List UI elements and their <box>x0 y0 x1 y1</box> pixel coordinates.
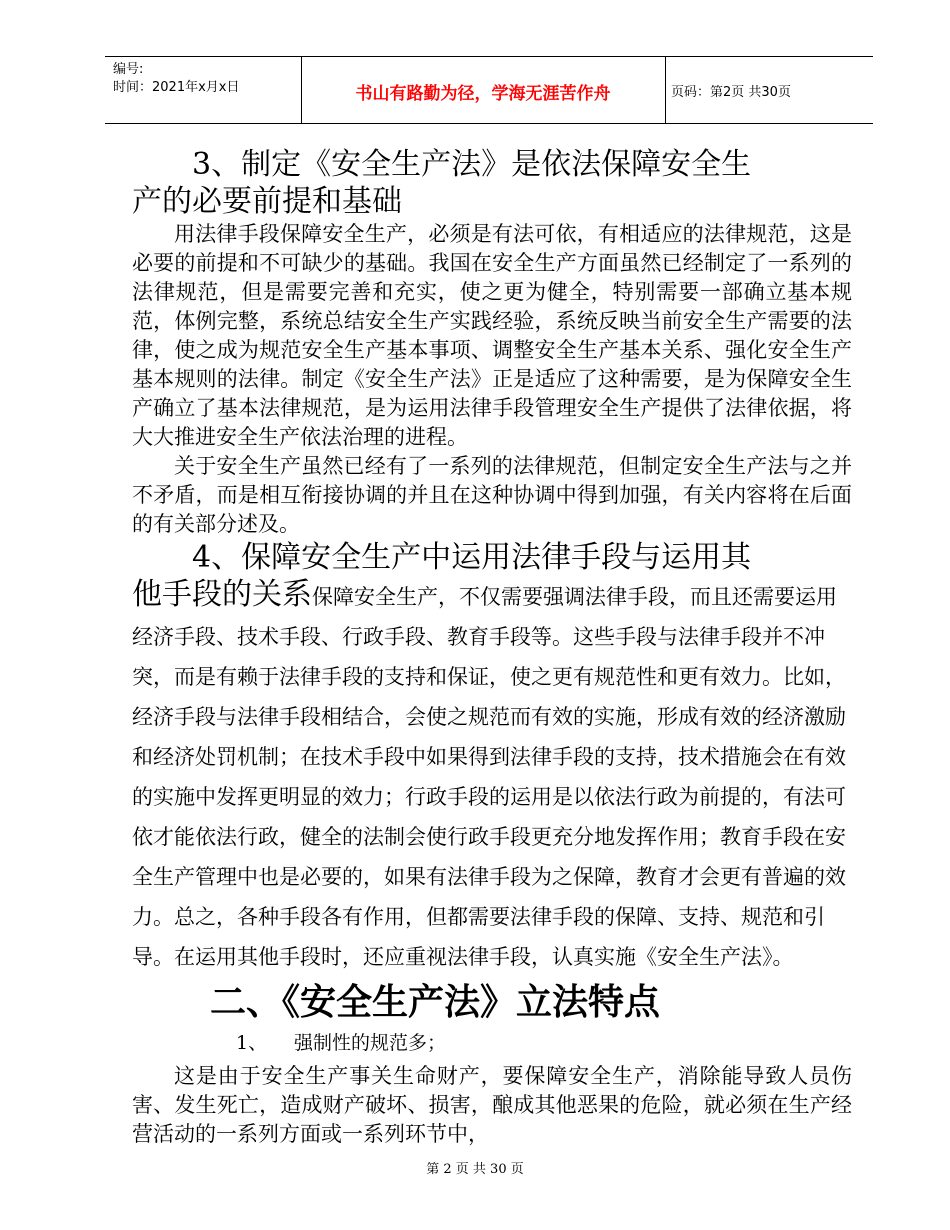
header-meta <box>113 61 239 97</box>
section3-paragraph-1: 用法律手段保障安全生产，必须是有法可依，有相适应的法律规范，这是必要的前提和不可缺少的基础。我国在安全生产方面虽然已经制定了一系列的法律规范，但是需要完善和充实，使之更为健全，特别需要一部确立基本规范，体例完整，系统总结安全生产实践经验，系统反映当前安全生产需要的法律，使之成为规范安全生产基本事项、调整安全生产基本关系、强化安全生产基本规则的法律。制定《安全生产法》正是适应了这种需要，是为保障安全生产确立了基本法律规范，是为运用法律手段管理安全生产提供了法律依据，将大大推进安全生产依法治理的进程。 <box>132 222 852 449</box>
time-label: 时间：2021年x月x日 <box>113 80 240 95</box>
serial-label: 编号: <box>113 62 144 77</box>
section4-heading: 4、保障安全生产中运用法律手段与运用其 他手段的关系保障安全生产，不仅需要强调法律手段，而且还需要运用经济手段、技术手段、行政手段、教育手段等。这些手段与法律手段并不冲突，而是有赖于法律手段的支持和保证，使之更有规范性和更有效力。比如，经济手段与法律手段相结合，会使之规范而有效的实施，形成有效的经济激励和经济处罚机制；在技术手段中如果得到法律手段的支持，技术措施会在有效的实施中发挥更明显的效力；行政手段的运用是以依法行政为前提的，有法可依才能依法行政，健全的法制会使行政手段更充分地发挥作用；教育手段在安全生产管理中也是必要的，如果有法律手段为之保障，教育才会更有普遍的效力。总之，各种手段各有作用，但都需要法律手段的保障、支持、规范和引导。在运用其他手段时，还应重视法律手段，认真实施《安全生产法》。 <box>132 540 846 969</box>
document-body <box>132 146 852 1149</box>
part2-paragraph: 这是由于安全生产事关生命财产，要保障安全生产，消除能导致人员伤害、发生死亡，造成财产破坏、损害，酿成其他恶果的危险，就必须在生产经营活动的一系列方面或一系列环节中， <box>132 1064 852 1146</box>
section3-heading: 3、制定《安全生产法》是依法保障安全生 产的必要前提和基础 <box>132 147 752 219</box>
page-footer: 第 2 页 共 30 页 <box>426 1162 524 1177</box>
header-divider <box>665 57 666 123</box>
section3-paragraph-2: 关于安全生产虽然已经有了一系列的法律规范，但制定安全生产法与之并不矛盾，而是相互衔接协调的并且在这种协调中得到加强，有关内容将在后面的有关部分述及。 <box>132 454 852 536</box>
page-header <box>105 56 873 124</box>
part2-heading: 二、《安全生产法》立法特点 <box>210 981 661 1023</box>
item-text: 强制性的规范多； <box>294 1032 447 1054</box>
header-motto: 书山有路勤为径，学海无涯苦作舟 <box>355 84 611 104</box>
header-page-info: 页码：第2页 共30页 <box>671 85 791 100</box>
item-number: 1、 <box>236 1032 268 1054</box>
section4-paragraph: 保障安全生产，不仅需要强调法律手段，而且还需要运用经济手段、技术手段、行政手段、教育手段等。这些手段与法律手段并不冲突，而是有赖于法律手段的支持和保证，使之更有规范性和更有效力。比如，经济手段与法律手段相结合，会使之规范而有效的实施，形成有效的经济激励和经济处罚机制；在技术手段中如果得到法律手段的支持，技术措施会在有效的实施中发挥更明显的效力；行政手段的运用是以依法行政为前提的，有法可依才能依法行政，健全的法制会使行政手段更充分地发挥作用；教育手段在安全生产管理中也是必要的，如果有法律手段为之保障，教育才会更有普遍的效力。总之，各种手段各有作用，但都需要法律手段的保障、支持、规范和引导。在运用其他手段时，还应重视法律手段，认真实施《安全生产法》。 <box>132 585 846 969</box>
list-item <box>132 1030 852 1056</box>
